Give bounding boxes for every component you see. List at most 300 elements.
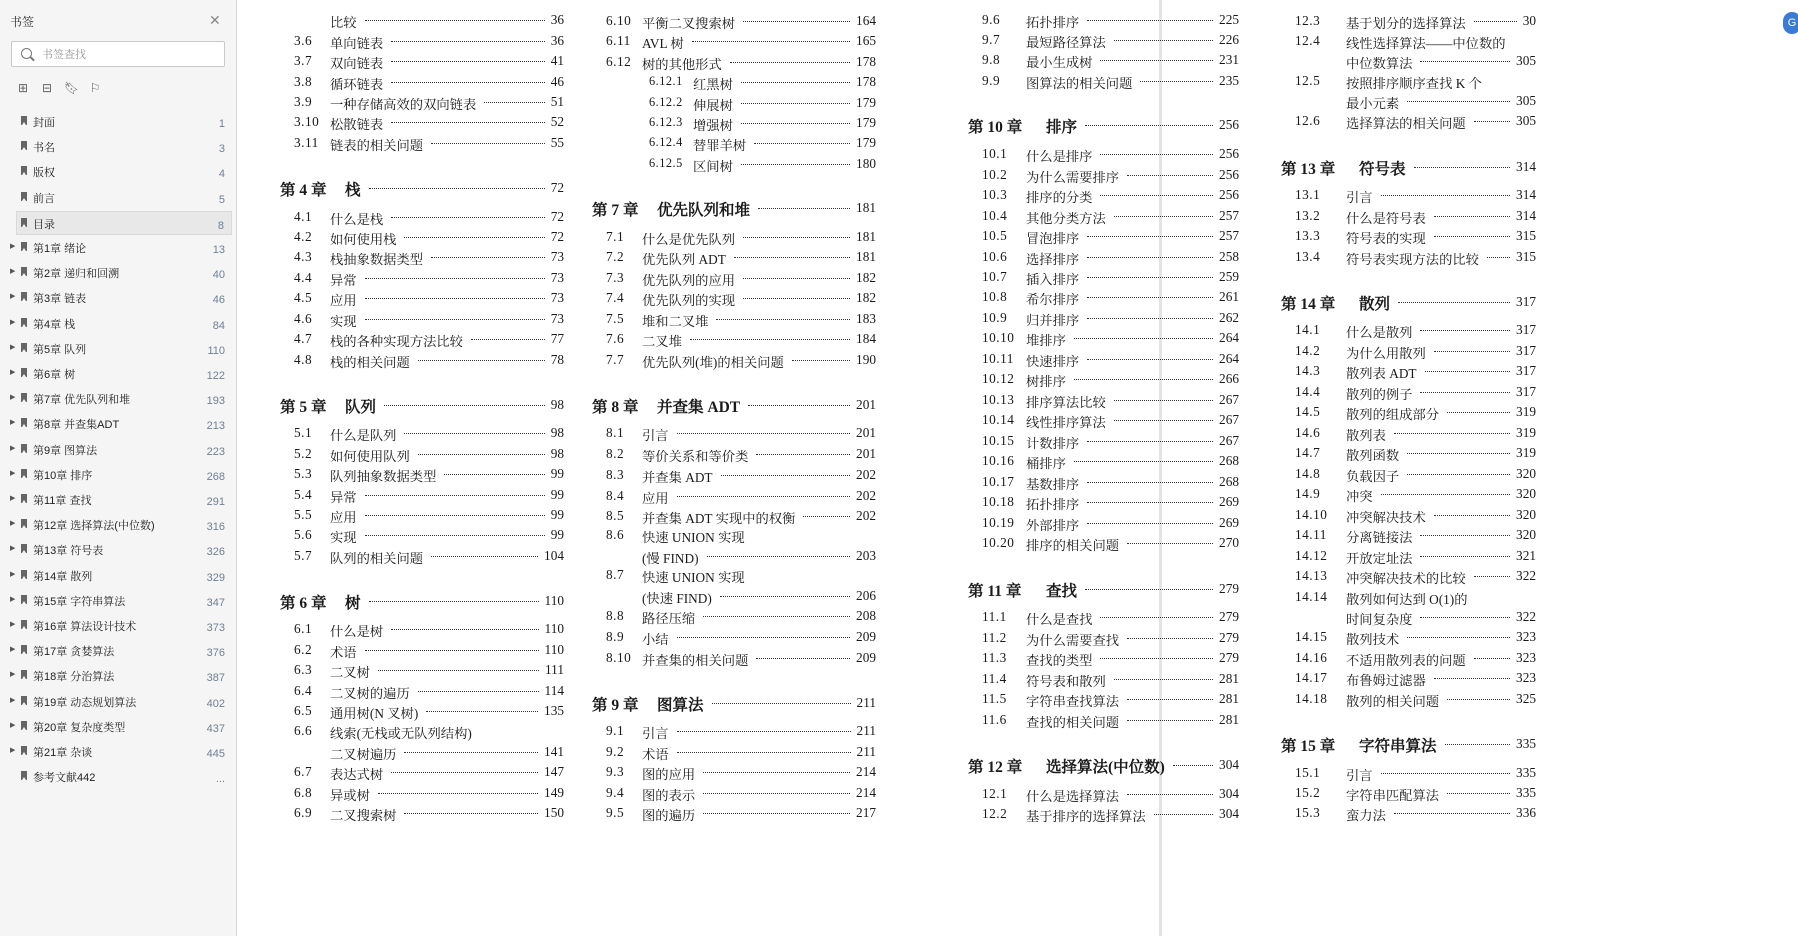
bookmark-item[interactable] xyxy=(0,312,233,336)
dot-leader xyxy=(734,257,850,258)
expand-arrow-icon[interactable]: ▶ xyxy=(10,621,16,628)
toc-entry-title: 选择算法(中位数) xyxy=(1046,759,1165,776)
document-view xyxy=(238,0,1798,936)
toc-entry[interactable] xyxy=(280,527,564,547)
dot-leader xyxy=(743,278,850,279)
expand-arrow-icon[interactable]: ▶ xyxy=(10,495,16,502)
toc-entry-title: 字符串算法 xyxy=(1359,738,1437,755)
toc-entry[interactable] xyxy=(280,290,564,310)
toc-entry[interactable] xyxy=(280,723,564,743)
toc-entry[interactable] xyxy=(592,13,876,33)
dot-leader xyxy=(1087,236,1213,237)
toc-entry-title: 引言 xyxy=(1346,768,1373,783)
toc-entry[interactable] xyxy=(280,311,564,331)
toc-entry[interactable] xyxy=(968,412,1239,432)
toc-entry[interactable] xyxy=(968,691,1239,711)
toc-page-number: 269 xyxy=(1219,494,1239,509)
dot-leader xyxy=(1127,720,1213,721)
toc-entry[interactable] xyxy=(280,466,564,486)
toc-entry[interactable] xyxy=(592,115,876,135)
toc-page-number: 305 xyxy=(1516,113,1536,128)
bookmark-item[interactable] xyxy=(0,236,233,260)
dot-leader xyxy=(1487,257,1510,258)
toc-entry[interactable] xyxy=(968,187,1239,207)
toc-entry[interactable] xyxy=(968,289,1239,309)
toc-entry-title: 如何使用栈 xyxy=(330,232,397,247)
bookmark-page-number: 387 xyxy=(206,672,225,685)
expand-arrow-icon[interactable]: ▶ xyxy=(10,268,16,276)
toc-entry-title: 什么是栈 xyxy=(330,212,384,227)
toc-entry[interactable] xyxy=(1281,589,1536,609)
toc-entry-number: 10.17 xyxy=(982,474,1015,489)
toc-entry[interactable] xyxy=(1281,343,1536,363)
toc-entry[interactable] xyxy=(280,352,564,372)
toc-chapter-heading[interactable] xyxy=(592,198,876,218)
toc-entry[interactable] xyxy=(968,310,1239,330)
toc-page-number: 206 xyxy=(856,588,876,603)
toc-entry-number: 13.4 xyxy=(1295,249,1321,264)
dot-leader xyxy=(365,20,545,21)
toc-entry[interactable] xyxy=(1281,208,1536,228)
toc-entry-title: 冒泡排序 xyxy=(1026,231,1080,246)
toc-entry[interactable] xyxy=(592,508,876,528)
toc-entry[interactable] xyxy=(280,683,564,703)
expand-arrow-icon[interactable]: ▶ xyxy=(10,369,16,376)
bookmark-item[interactable] xyxy=(0,160,233,184)
toc-entry[interactable] xyxy=(968,330,1239,350)
toc-entry[interactable] xyxy=(280,487,564,507)
toc-page-number: 315 xyxy=(1516,249,1536,264)
assistant-badge-icon[interactable]: G xyxy=(1783,12,1798,34)
toc-chapter-heading[interactable] xyxy=(1281,292,1536,312)
toc-entry[interactable] xyxy=(280,53,564,73)
toc-entry-title: 等价关系和等价类 xyxy=(642,449,749,464)
toc-chapter-heading[interactable] xyxy=(1281,734,1536,754)
toc-page-number: 150 xyxy=(544,805,564,820)
bookmark-item[interactable] xyxy=(0,488,233,512)
bookmark-item[interactable] xyxy=(0,438,233,462)
expand-arrow-icon[interactable]: ▶ xyxy=(10,343,16,351)
bookmark-item[interactable] xyxy=(0,110,233,134)
toc-entry[interactable] xyxy=(1281,322,1536,342)
toc-entry[interactable] xyxy=(1281,13,1536,33)
toc-entry[interactable] xyxy=(968,32,1239,52)
toc-entry[interactable] xyxy=(968,52,1239,72)
dot-leader xyxy=(677,496,850,497)
expand-arrow-icon[interactable]: ▶ xyxy=(10,646,16,654)
bookmark-item[interactable] xyxy=(0,664,233,688)
toc-page-number: 320 xyxy=(1516,486,1536,501)
toc-entry[interactable] xyxy=(592,608,876,628)
toc-entry[interactable] xyxy=(1281,228,1536,248)
toc-entry[interactable] xyxy=(1281,53,1536,73)
toc-entry[interactable] xyxy=(592,156,876,176)
expand-arrow-icon[interactable]: ▶ xyxy=(10,747,16,754)
expand-arrow-icon[interactable]: ▶ xyxy=(10,696,16,704)
expand-arrow-icon[interactable]: ▶ xyxy=(10,318,16,326)
toc-entry[interactable] xyxy=(968,650,1239,670)
dot-leader xyxy=(1127,175,1213,176)
collapse-all-icon[interactable]: ⊟ xyxy=(41,81,53,95)
bookmark-item[interactable] xyxy=(0,412,233,436)
toc-entry[interactable] xyxy=(1281,507,1536,527)
toc-entry[interactable] xyxy=(280,229,564,249)
toc-entry[interactable] xyxy=(1281,650,1536,670)
toc-entry-title: AVL 树 xyxy=(642,36,684,51)
toc-entry-title: 希尔排序 xyxy=(1026,292,1080,307)
toc-entry-number: 9.5 xyxy=(606,805,625,820)
toc-entry[interactable] xyxy=(968,453,1239,473)
dot-leader xyxy=(378,670,539,671)
bookmark-icon xyxy=(21,166,27,175)
toc-entry[interactable] xyxy=(280,548,564,568)
toc-page-number: 304 xyxy=(1219,786,1239,801)
bookmark-search-input[interactable] xyxy=(40,45,224,65)
toc-page-number: 182 xyxy=(856,270,876,285)
toc-page-number: 266 xyxy=(1219,371,1239,386)
toc-entry[interactable] xyxy=(1281,466,1536,486)
toc-entry[interactable] xyxy=(280,209,564,229)
toc-entry-number: 8.1 xyxy=(606,425,625,440)
toc-entry[interactable] xyxy=(968,73,1239,93)
expand-arrow-icon[interactable]: ▶ xyxy=(10,671,16,679)
add-bookmark-icon[interactable]: 🔖︎ xyxy=(64,81,80,95)
toc-page-number: 141 xyxy=(544,744,564,759)
toc-entry[interactable] xyxy=(280,94,564,114)
dot-leader xyxy=(391,82,545,83)
expand-arrow-icon[interactable]: ▶ xyxy=(10,293,16,301)
dot-leader xyxy=(1434,678,1510,679)
toc-entry-number: 10.15 xyxy=(982,433,1015,448)
toc-entry[interactable] xyxy=(968,712,1239,732)
toc-entry[interactable] xyxy=(592,135,876,155)
toc-entry[interactable] xyxy=(592,488,876,508)
toc-entry[interactable] xyxy=(968,806,1239,826)
toc-entry[interactable] xyxy=(280,114,564,134)
toc-entry[interactable] xyxy=(968,474,1239,494)
dot-leader xyxy=(431,556,538,557)
toc-entry[interactable] xyxy=(280,135,564,155)
toc-entry[interactable] xyxy=(1281,384,1536,404)
expand-arrow-icon[interactable]: ▶ xyxy=(10,243,16,250)
dot-leader xyxy=(1447,793,1510,794)
toc-entry[interactable] xyxy=(968,630,1239,650)
toc-entry[interactable] xyxy=(1281,805,1536,825)
bookmark-item[interactable] xyxy=(0,639,233,663)
expand-all-icon[interactable]: ⊞ xyxy=(17,81,29,95)
toc-entry-title: 队列的相关问题 xyxy=(330,551,424,566)
bookmark-item[interactable] xyxy=(0,463,233,487)
toc-entry[interactable] xyxy=(280,507,564,527)
toc-entry[interactable] xyxy=(592,785,876,805)
toc-entry[interactable] xyxy=(968,208,1239,228)
dot-leader xyxy=(1114,420,1213,421)
expand-arrow-icon[interactable]: ▶ xyxy=(10,394,16,402)
toc-chapter-heading[interactable] xyxy=(280,178,564,198)
toc-entry[interactable] xyxy=(280,621,564,641)
bookmark-label: 第8章 并查集ADT xyxy=(33,419,120,432)
toc-entry[interactable] xyxy=(280,744,564,764)
toc-entry[interactable] xyxy=(592,764,876,784)
dot-leader xyxy=(1447,412,1510,413)
toc-entry[interactable] xyxy=(592,629,876,649)
expand-arrow-icon[interactable]: ▶ xyxy=(10,721,16,729)
toc-entry-title: 最小生成树 xyxy=(1026,55,1093,70)
toc-entry[interactable] xyxy=(280,805,564,825)
toc-entry[interactable] xyxy=(280,446,564,466)
toc-entry[interactable] xyxy=(280,642,564,662)
toc-entry[interactable] xyxy=(1281,73,1536,93)
bookmark-label: 第11章 查找 xyxy=(33,495,92,507)
toc-entry[interactable] xyxy=(1281,93,1536,113)
dot-leader xyxy=(1100,60,1213,61)
bookmark-search-box[interactable] xyxy=(11,41,225,67)
expand-arrow-icon[interactable]: ▶ xyxy=(10,469,16,477)
toc-entry[interactable] xyxy=(968,146,1239,166)
toc-entry[interactable] xyxy=(280,331,564,351)
toc-chapter-heading[interactable] xyxy=(1281,157,1536,177)
toc-entry-number: 10.18 xyxy=(982,494,1015,509)
toc-entry[interactable] xyxy=(1281,249,1536,269)
toc-entry[interactable] xyxy=(1281,363,1536,383)
toc-entry[interactable] xyxy=(280,764,564,784)
toc-page-number: 317 xyxy=(1516,363,1536,378)
toc-entry[interactable] xyxy=(280,703,564,723)
bookmark-item[interactable] xyxy=(16,211,232,235)
toc-entry[interactable] xyxy=(968,535,1239,555)
toc-entry[interactable] xyxy=(968,12,1239,32)
expand-arrow-icon[interactable]: ▶ xyxy=(10,444,16,452)
toc-entry-number: 3.7 xyxy=(294,53,313,68)
expand-arrow-icon[interactable]: ▶ xyxy=(10,545,16,553)
bookmark-item[interactable] xyxy=(0,538,233,562)
toc-entry-number: 15.1 xyxy=(1295,765,1321,780)
toc-entry[interactable] xyxy=(968,371,1239,391)
bookmark-label: 第6章 树 xyxy=(33,369,76,381)
bookmark-page-number: 46 xyxy=(212,294,225,307)
bookmark-item[interactable] xyxy=(0,186,233,210)
toc-entry[interactable] xyxy=(280,662,564,682)
toc-entry[interactable] xyxy=(592,723,876,743)
expand-arrow-icon[interactable]: ▶ xyxy=(10,419,16,427)
dot-leader xyxy=(690,339,850,340)
dot-leader xyxy=(1447,699,1510,700)
bookmark-item[interactable] xyxy=(0,261,233,285)
dot-leader xyxy=(471,339,545,340)
toc-entry[interactable] xyxy=(280,12,564,32)
toc-entry[interactable] xyxy=(1281,548,1536,568)
toc-entry[interactable] xyxy=(592,74,876,94)
bookmark-item[interactable] xyxy=(0,387,233,411)
toc-entry[interactable] xyxy=(1281,670,1536,690)
toc-entry-number: 6.11 xyxy=(606,33,631,48)
toc-chapter-heading[interactable] xyxy=(280,591,564,611)
toc-entry[interactable] xyxy=(592,527,876,547)
bookmark-outline-icon[interactable]: ⚐ xyxy=(89,81,101,95)
toc-entry-title: 异常 xyxy=(330,273,357,288)
toc-page-number: 256 xyxy=(1219,167,1239,182)
toc-entry[interactable] xyxy=(968,609,1239,629)
toc-entry[interactable] xyxy=(1281,33,1536,53)
dot-leader xyxy=(1087,523,1213,524)
toc-entry[interactable] xyxy=(592,229,876,249)
toc-entry[interactable] xyxy=(280,74,564,94)
toc-entry-title: 什么是排序 xyxy=(1026,149,1093,164)
bookmark-item[interactable] xyxy=(0,740,233,764)
toc-entry[interactable] xyxy=(968,433,1239,453)
dot-leader xyxy=(1085,589,1213,590)
toc-entry[interactable] xyxy=(1281,445,1536,465)
toc-entry[interactable] xyxy=(280,425,564,445)
toc-entry-number: 6.12.5 xyxy=(649,156,683,170)
toc-entry[interactable] xyxy=(592,805,876,825)
bookmark-page-number: 110 xyxy=(207,344,225,357)
toc-entry[interactable] xyxy=(1281,609,1536,629)
toc-entry-number: 10.6 xyxy=(982,249,1008,264)
dot-leader xyxy=(1100,154,1213,155)
toc-page-number: 164 xyxy=(856,13,876,28)
toc-entry-number: 14.12 xyxy=(1295,548,1328,563)
toc-entry[interactable] xyxy=(592,467,876,487)
toc-entry[interactable] xyxy=(592,54,876,74)
expand-arrow-icon[interactable]: ▶ xyxy=(10,595,16,603)
toc-entry-number: 10.4 xyxy=(982,208,1008,223)
toc-entry-title: 图的应用 xyxy=(642,767,696,782)
toc-page-number: 322 xyxy=(1516,568,1536,583)
toc-entry[interactable] xyxy=(592,588,876,608)
toc-entry[interactable] xyxy=(592,446,876,466)
bookmark-icon xyxy=(21,418,27,427)
toc-entry[interactable] xyxy=(592,249,876,269)
toc-entry-title: 拓扑排序 xyxy=(1026,15,1080,30)
toc-page-number: 335 xyxy=(1516,736,1536,751)
toc-entry-number: 6.12 xyxy=(606,54,632,69)
dot-leader xyxy=(754,143,850,144)
toc-entry[interactable] xyxy=(592,548,876,568)
toc-entry-number: 10.7 xyxy=(982,269,1008,284)
toc-entry[interactable] xyxy=(280,33,564,53)
bookmark-item[interactable] xyxy=(0,286,233,310)
bookmark-item[interactable] xyxy=(0,135,233,159)
expand-arrow-icon[interactable]: ▶ xyxy=(10,520,16,528)
toc-entry[interactable] xyxy=(280,249,564,269)
toc-entry[interactable] xyxy=(1281,568,1536,588)
toc-entry[interactable] xyxy=(592,650,876,670)
bookmark-item[interactable] xyxy=(0,564,233,588)
bookmark-item[interactable] xyxy=(0,765,233,789)
toc-entry[interactable] xyxy=(968,228,1239,248)
dot-leader xyxy=(404,813,538,814)
toc-entry-number: 8.6 xyxy=(606,527,625,542)
bookmark-item[interactable] xyxy=(0,513,233,537)
toc-chapter-heading[interactable] xyxy=(592,693,876,713)
toc-entry[interactable] xyxy=(968,786,1239,806)
toc-entry-number: 10.10 xyxy=(982,330,1015,345)
toc-entry[interactable] xyxy=(592,290,876,310)
toc-entry[interactable] xyxy=(1281,629,1536,649)
toc-entry[interactable] xyxy=(968,515,1239,535)
toc-entry[interactable] xyxy=(280,270,564,290)
bookmark-page-number: 13 xyxy=(212,244,225,256)
toc-entry[interactable] xyxy=(968,269,1239,289)
toc-entry-title: 优先队列 ADT xyxy=(642,252,726,267)
toc-page-number: 73 xyxy=(550,290,564,305)
toc-entry[interactable] xyxy=(1281,187,1536,207)
toc-entry[interactable] xyxy=(1281,425,1536,445)
bookmark-item[interactable] xyxy=(0,715,233,739)
toc-entry[interactable] xyxy=(968,494,1239,514)
toc-chapter-heading[interactable] xyxy=(592,395,876,415)
toc-entry-title: 平衡二叉搜索树 xyxy=(642,16,736,31)
toc-entry[interactable] xyxy=(592,311,876,331)
toc-entry[interactable] xyxy=(968,351,1239,371)
toc-entry-number: 3.10 xyxy=(294,114,320,129)
toc-entry[interactable] xyxy=(968,392,1239,412)
toc-entry-number: 9.1 xyxy=(606,723,625,738)
toc-entry[interactable] xyxy=(1281,785,1536,805)
toc-entry-title: 优先队列(堆)的相关问题 xyxy=(642,355,784,370)
toc-page-number: 209 xyxy=(856,650,876,665)
toc-entry[interactable] xyxy=(592,425,876,445)
toc-entry[interactable] xyxy=(592,744,876,764)
toc-entry[interactable] xyxy=(592,331,876,351)
toc-entry[interactable] xyxy=(592,567,876,587)
toc-chapter-heading[interactable] xyxy=(968,755,1239,775)
bookmark-item[interactable] xyxy=(0,589,233,613)
toc-chapter-heading[interactable] xyxy=(968,115,1239,135)
toc-entry[interactable] xyxy=(1281,486,1536,506)
toc-entry[interactable] xyxy=(280,785,564,805)
toc-entry[interactable] xyxy=(1281,691,1536,711)
bookmark-item[interactable] xyxy=(0,362,233,386)
toc-entry-number: 6.10 xyxy=(606,13,632,28)
toc-entry[interactable] xyxy=(1281,113,1536,133)
toc-entry[interactable] xyxy=(592,270,876,290)
toc-entry[interactable] xyxy=(1281,527,1536,547)
toc-entry[interactable] xyxy=(592,352,876,372)
toc-entry-title: 并查集 ADT xyxy=(642,470,713,485)
toc-entry[interactable] xyxy=(968,249,1239,269)
toc-entry[interactable] xyxy=(592,95,876,115)
toc-chapter-heading[interactable] xyxy=(968,579,1239,599)
toc-entry-number: 9.4 xyxy=(606,785,625,800)
bookmark-label: 第12章 选择算法(中位数) xyxy=(33,520,155,533)
dot-leader xyxy=(1127,543,1213,544)
bookmark-item[interactable] xyxy=(0,690,233,714)
bookmark-label: 第21章 杂谈 xyxy=(33,747,93,759)
toc-entry[interactable] xyxy=(1281,765,1536,785)
toc-chapter-heading[interactable] xyxy=(280,395,564,415)
toc-page-number: 231 xyxy=(1219,52,1239,67)
dot-leader xyxy=(1381,494,1510,495)
bookmark-page-number: 347 xyxy=(206,596,225,609)
close-icon[interactable]: ✕ xyxy=(209,12,221,28)
toc-entry[interactable] xyxy=(1281,404,1536,424)
dot-leader xyxy=(712,703,851,704)
toc-page-number: 111 xyxy=(545,662,564,677)
bookmark-item[interactable] xyxy=(0,614,233,638)
toc-entry-number: 7.2 xyxy=(606,249,625,264)
toc-entry[interactable] xyxy=(968,167,1239,187)
toc-page-number: 78 xyxy=(550,352,564,367)
bookmark-item[interactable] xyxy=(0,337,233,361)
toc-entry[interactable] xyxy=(968,671,1239,691)
toc-page-number: 202 xyxy=(856,488,876,503)
toc-entry-number: 15.3 xyxy=(1295,805,1321,820)
toc-entry[interactable] xyxy=(592,33,876,53)
expand-arrow-icon[interactable]: ▶ xyxy=(10,570,16,578)
toc-entry-title: 查找的类型 xyxy=(1026,653,1093,668)
